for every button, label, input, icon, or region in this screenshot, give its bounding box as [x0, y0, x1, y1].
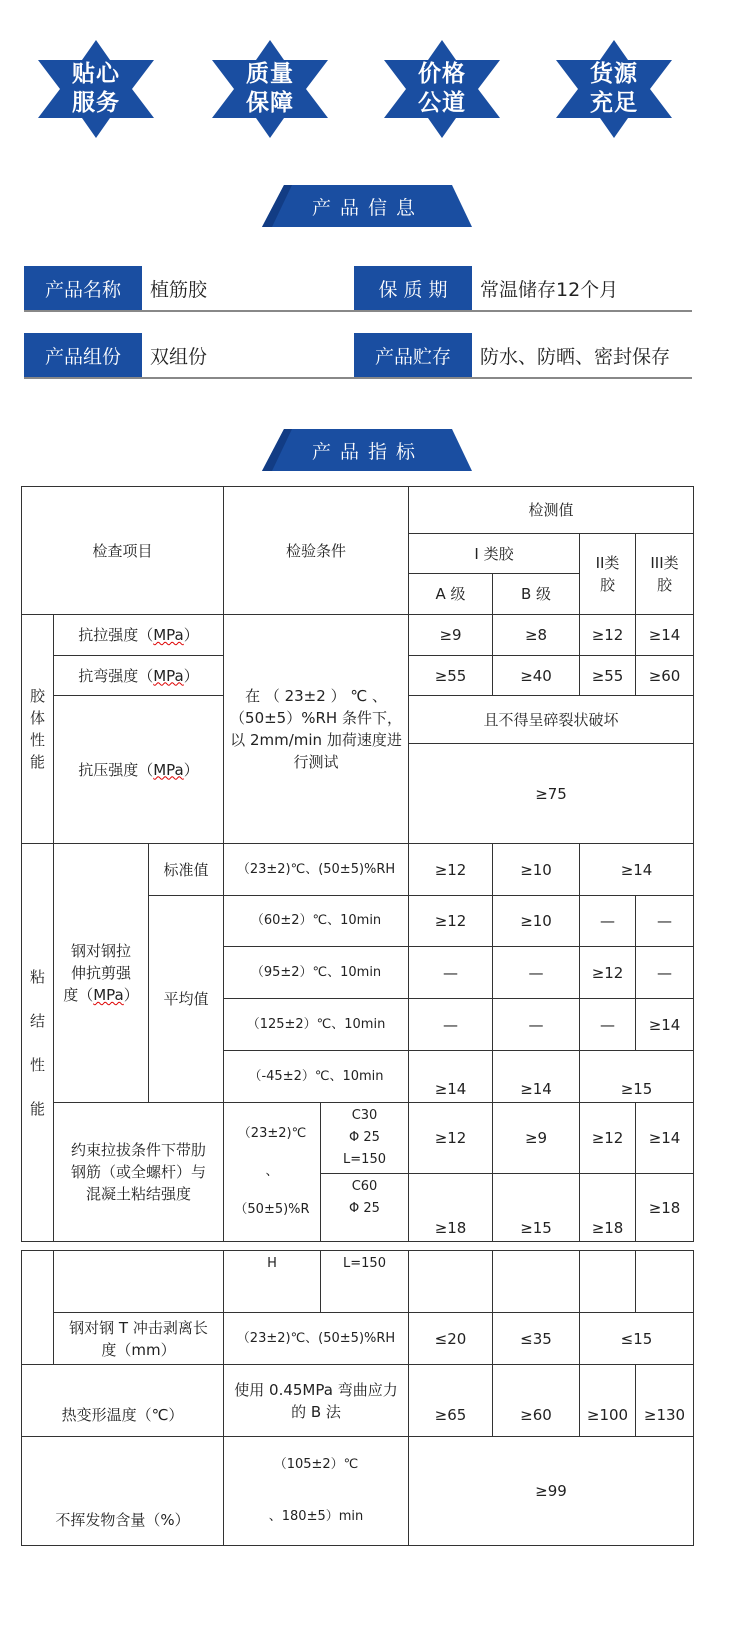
value-cell: —: [493, 947, 580, 999]
info-components: [24, 333, 362, 379]
section-banner-info: [262, 183, 474, 229]
item-text: 抗拉强度（: [78, 626, 154, 644]
badge-line1: 质量: [246, 61, 294, 87]
cond-text: （105±2）℃: [273, 1457, 359, 1472]
header-class-2: [580, 534, 636, 615]
condition-cell: （23±2)℃、(50±5)%RH: [224, 844, 409, 896]
item-compress: [54, 696, 224, 844]
item-t-peel: [54, 1313, 224, 1365]
item-anchor-bond: [54, 1103, 224, 1242]
value-cell: ≥55: [580, 656, 636, 696]
header-class-1: I 类胶: [409, 534, 580, 574]
section-banner-specs: [262, 427, 474, 473]
badge-price: [384, 40, 500, 138]
condition-cell: （95±2）℃、10min: [224, 947, 409, 999]
info-shelf-life: [354, 266, 692, 312]
spec-table-continued: [21, 1250, 694, 1546]
group-char: 结: [29, 1011, 45, 1030]
value-cell: —: [580, 896, 636, 947]
value-cell: ≥12: [580, 947, 636, 999]
value-cell: ≥18: [409, 1174, 493, 1242]
value-cell: ≥14: [580, 844, 694, 896]
item-heat-deflection: 热变形温度（℃）: [22, 1365, 224, 1437]
info-label: 产品贮存: [354, 333, 472, 377]
section-title: 产品指标: [311, 440, 424, 463]
value-cell: ≥9: [409, 615, 493, 656]
badge-line2: 服务: [72, 90, 120, 116]
value-cell: ≥12: [409, 844, 493, 896]
value-note: 且不得呈碎裂状破坏: [409, 696, 694, 744]
badge-line1: 贴心: [72, 61, 120, 87]
header-grade-a: A 级: [409, 574, 493, 615]
value-cell: ≥130: [636, 1365, 694, 1437]
value-cell: —: [409, 999, 493, 1051]
info-label: 产品名称: [24, 266, 142, 310]
item-text: 钢对钢 T 冲击剥离长: [69, 1318, 208, 1337]
value-cell: ≤20: [409, 1313, 493, 1365]
value-cell: ≤15: [580, 1313, 694, 1365]
empty-cell: [409, 1251, 493, 1313]
badge-service: [38, 40, 154, 138]
empty-cell: [580, 1251, 636, 1313]
sub-average: 平均值: [149, 896, 224, 1103]
value-cell: ≥9: [493, 1103, 580, 1174]
item-text: 钢对钢拉: [70, 942, 131, 960]
badge-line2: 公道: [418, 90, 466, 116]
info-label: 保 质 期: [354, 266, 472, 310]
value-cell: —: [409, 947, 493, 999]
value-cell: ≥12: [580, 1103, 636, 1174]
value-cell: ≥100: [580, 1365, 636, 1437]
item-unit: MPa: [153, 760, 184, 779]
value-cell: ≥40: [493, 656, 580, 696]
spec-text: L=150: [343, 1152, 386, 1167]
group-char: 性: [29, 1055, 45, 1074]
value-cell: ≥10: [493, 896, 580, 947]
group-char: 体: [29, 709, 45, 727]
item-text: ）: [183, 666, 199, 685]
condition-cell: （23±2)℃、(50±5)%RH: [224, 1313, 409, 1365]
item-text: ）: [183, 760, 199, 779]
item-text: 钢筋（或全螺杆）与: [70, 1163, 206, 1181]
info-value: 常温储存12个月: [480, 278, 619, 301]
badge-quality: [212, 40, 328, 138]
header-text: III类: [650, 554, 679, 572]
empty-cell: [493, 1251, 580, 1313]
spec-c60: [321, 1174, 409, 1242]
header-item: 检查项目: [22, 487, 224, 615]
header-grade-b: B 级: [493, 574, 580, 615]
badge-supply: [556, 40, 672, 138]
badge-line2: 保障: [246, 90, 294, 116]
badge-line1: 价格: [418, 61, 466, 87]
empty-cell: [636, 1251, 694, 1313]
info-value: 双组份: [150, 345, 208, 368]
item-non-volatile: 不挥发物含量（%）: [22, 1437, 224, 1546]
value-cell: ≥60: [636, 656, 694, 696]
spec-text: Φ 25: [349, 1130, 380, 1145]
spec-text: C60: [351, 1179, 378, 1194]
info-value: 防水、防晒、密封保存: [480, 345, 671, 368]
value-cell: ≥99: [409, 1437, 694, 1546]
condition-cell: [224, 1437, 409, 1546]
group-bond: [22, 844, 54, 1242]
value-cell: ≥12: [580, 615, 636, 656]
condition-cell: [224, 1365, 409, 1437]
group-colloid: [22, 615, 54, 844]
value-cell: ≥14: [636, 999, 694, 1051]
cond-text: 、: [265, 1164, 279, 1179]
header-text: 胶: [600, 576, 616, 594]
value-cell: ≥55: [409, 656, 493, 696]
condition-cell: （125±2）℃、10min: [224, 999, 409, 1051]
value-cell: ≥12: [409, 896, 493, 947]
spec-text: C30: [351, 1108, 378, 1123]
item-text: 伸抗剪强: [70, 964, 131, 982]
cond-text: 以 2mm/min 加荷速度进: [230, 731, 402, 749]
header-condition: 检验条件: [224, 487, 409, 615]
cond-text: （23±2)℃: [237, 1126, 307, 1141]
condition-anchor: [224, 1103, 321, 1242]
header-text: 胶: [657, 576, 673, 594]
empty-cell: [54, 1251, 224, 1313]
info-product-name: [24, 266, 362, 312]
value-cell: ≥15: [493, 1174, 580, 1242]
condition-colloid: [224, 615, 409, 844]
value-cell: ≤35: [493, 1313, 580, 1365]
value-cell: ≥75: [409, 744, 694, 844]
info-value: 植筋胶: [150, 278, 208, 301]
info-storage: [354, 333, 692, 379]
item-steel-shear: [54, 844, 149, 1103]
cond-text: （50±5)%R: [234, 1202, 310, 1217]
group-char: 能: [29, 1099, 45, 1118]
item-flexural: [54, 656, 224, 696]
item-text: 抗弯强度（: [78, 666, 154, 685]
section-title: 产品信息: [311, 196, 424, 219]
badge-line2: 充足: [590, 90, 638, 116]
item-tensile: [54, 615, 224, 656]
header-detect-value: 检测值: [409, 487, 694, 534]
item-text: 度（: [63, 986, 94, 1004]
value-cell: ≥60: [493, 1365, 580, 1437]
value-cell: ≥14: [636, 1103, 694, 1174]
value-cell: ≥14: [493, 1051, 580, 1103]
badge-line1: 货源: [590, 61, 638, 87]
value-cell: ≥8: [493, 615, 580, 656]
value-cell: ≥14: [409, 1051, 493, 1103]
item-unit: MPa: [153, 666, 184, 685]
value-cell: ≥18: [636, 1174, 694, 1242]
cond-text: （50±5）%RH 条件下，: [230, 709, 402, 727]
cond-text: 使用 0.45MPa 弯曲应力: [234, 1380, 398, 1399]
item-text: ）: [183, 626, 199, 644]
value-cell: —: [636, 896, 694, 947]
item-text: 度（mm）: [101, 1340, 176, 1359]
group-char: 性: [29, 731, 45, 749]
cond-text: 行测试: [293, 753, 339, 771]
value-cell: —: [580, 999, 636, 1051]
cond-text: 在 （ 23±2 ） ℃ 、: [245, 687, 387, 705]
spec-c30: [321, 1103, 409, 1174]
value-cell: —: [636, 947, 694, 999]
item-text: 抗压强度（: [78, 760, 154, 779]
value-cell: ≥18: [580, 1174, 636, 1242]
group-char: 胶: [29, 687, 45, 705]
condition-continued: H: [224, 1251, 321, 1313]
header-text: II类: [595, 554, 620, 572]
value-cell: —: [493, 999, 580, 1051]
item-unit: MPa: [93, 986, 124, 1004]
item-text: 混凝土粘结强度: [85, 1185, 191, 1203]
group-char: 能: [29, 753, 45, 771]
value-cell: ≥12: [409, 1103, 493, 1174]
value-cell: ≥10: [493, 844, 580, 896]
spec-table: [21, 486, 694, 1242]
item-text: 约束拉拔条件下带肋: [70, 1141, 206, 1159]
item-unit: MPa: [153, 626, 184, 644]
cond-text: 的 B 法: [291, 1402, 341, 1421]
group-char: 粘: [29, 967, 45, 986]
value-cell: ≥15: [580, 1051, 694, 1103]
cond-text: 、180±5）min: [268, 1509, 364, 1524]
group-bond-continued: [22, 1251, 54, 1365]
header-class-3: [636, 534, 694, 615]
item-text: ）: [123, 986, 139, 1004]
info-label: 产品组份: [24, 333, 142, 377]
value-cell: ≥65: [409, 1365, 493, 1437]
spec-continued: L=150: [321, 1251, 409, 1313]
sub-standard: 标准值: [149, 844, 224, 896]
condition-cell: （60±2）℃、10min: [224, 896, 409, 947]
spec-text: Φ 25: [349, 1201, 380, 1216]
condition-cell: （-45±2）℃、10min: [224, 1051, 409, 1103]
value-cell: ≥14: [636, 615, 694, 656]
